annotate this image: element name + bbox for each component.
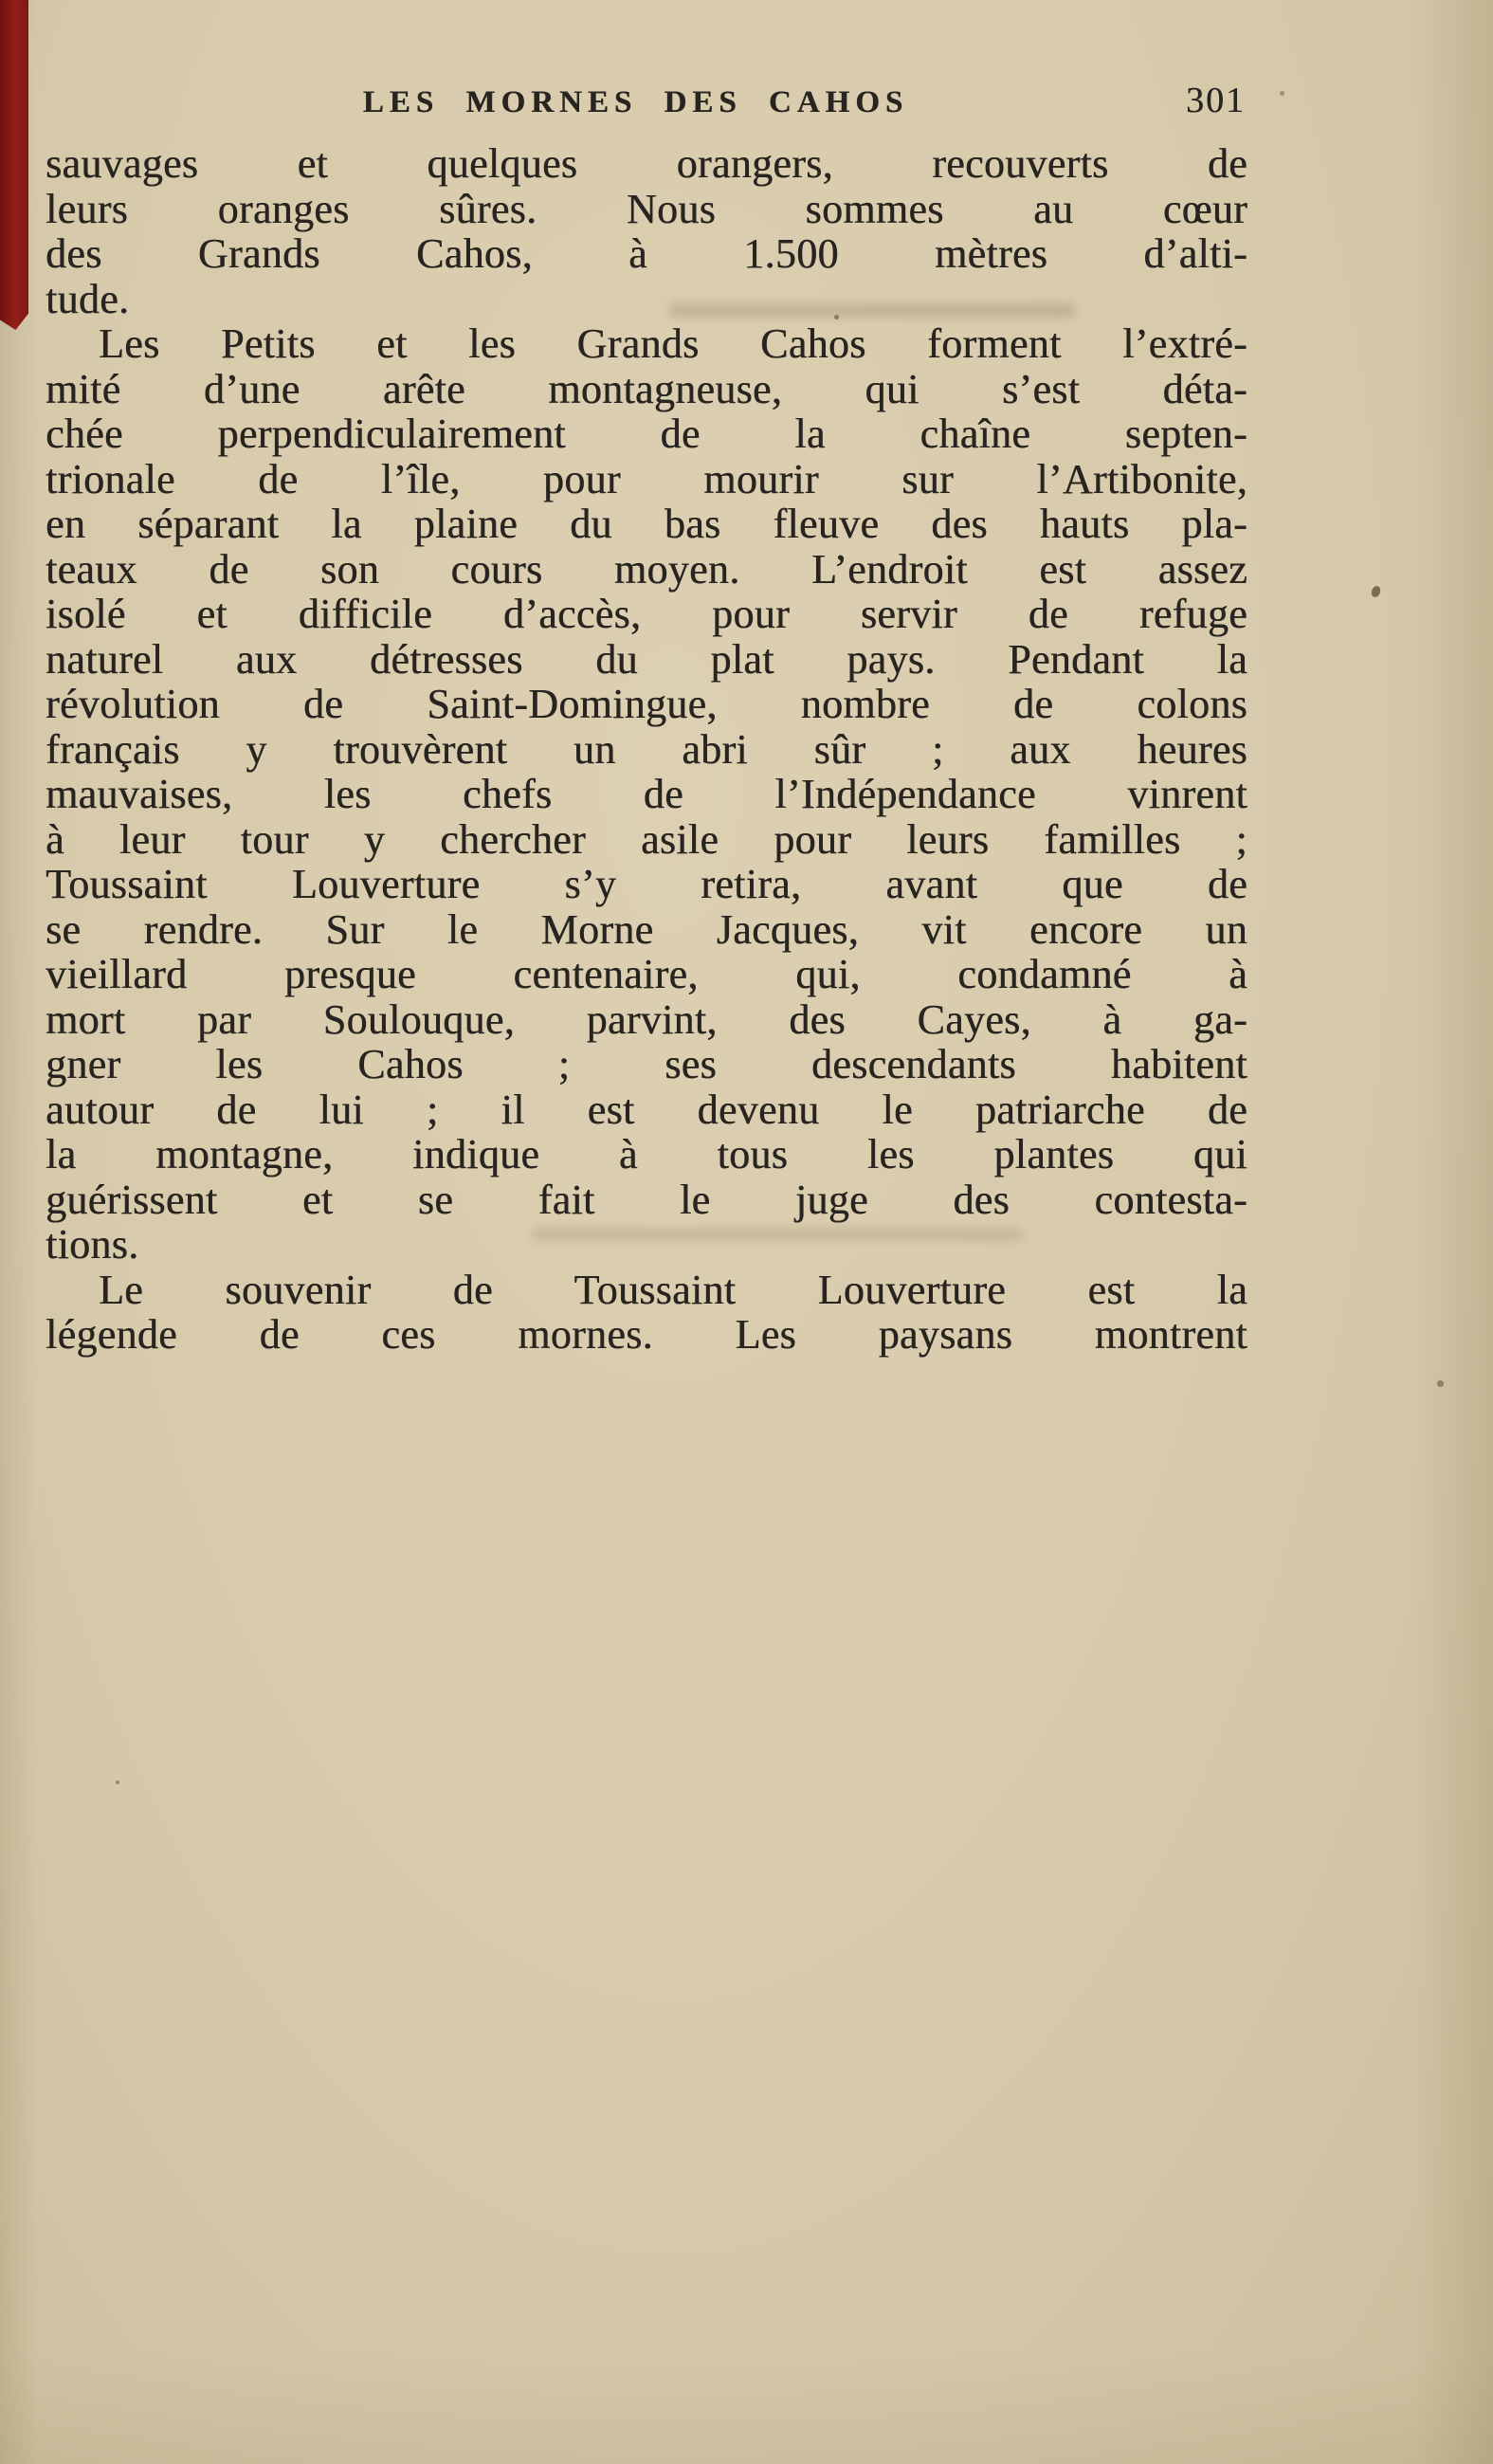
- paragraph: [46, 1268, 1247, 1358]
- text-line: Le souvenir de Toussaint Louverture est la: [99, 1266, 1247, 1313]
- text-line: mité d’une arête montagneuse, qui s’est déta-: [46, 365, 1247, 412]
- text-line: des Grands Cahos, à 1.500 mètres d’alti-: [46, 230, 1247, 277]
- page-number: 301: [1186, 81, 1246, 120]
- text-line: naturel aux détresses du plat pays. Pendant la: [46, 635, 1247, 683]
- text-line: tude.: [46, 275, 130, 322]
- paper-speck: [116, 1780, 119, 1784]
- text-line: mort par Soulouque, parvint, des Cayes, à ga-: [46, 995, 1247, 1043]
- paragraph: [46, 141, 1247, 321]
- text-line: Les Petits et les Grands Cahos forment l’extré-: [99, 320, 1247, 367]
- text-line: autour de lui ; il est devenu le patriarche de: [46, 1086, 1247, 1133]
- running-header-title: LES MORNES DES CAHOS: [362, 85, 909, 119]
- text-line: sauvages et quelques orangers, recouverts de: [46, 140, 1247, 187]
- text-line: à leur tour y chercher asile pour leurs familles ;: [46, 815, 1247, 863]
- text-line: révolution de Saint-Domingue, nombre de colons: [46, 681, 1247, 727]
- paper-speck: [1370, 585, 1382, 598]
- text-line: la montagne, indique à tous les plantes qui: [46, 1131, 1247, 1177]
- book-spine-red-strip: [0, 0, 28, 330]
- text-line: vieillard presque centenaire, qui, condamné à: [46, 951, 1247, 997]
- text-line: mauvaises, les chefs de l’Indépendance vinrent: [46, 771, 1247, 817]
- paper-speck: [1280, 91, 1284, 96]
- text-line: leurs oranges sûres. Nous sommes au cœur: [46, 185, 1247, 232]
- text-line: français y trouvèrent un abri sûr ; aux heures: [46, 725, 1247, 773]
- text-line: se rendre. Sur le Morne Jacques, vit encore un: [46, 905, 1247, 953]
- text-line: guérissent et se fait le juge des contesta-: [46, 1176, 1247, 1223]
- text-line: tions.: [46, 1221, 139, 1268]
- text-block: [46, 141, 1247, 1358]
- text-line: Toussaint Louverture s’y retira, avant que de: [46, 861, 1247, 907]
- text-line: trionale de l’île, pour mourir sur l’Artibonite,: [46, 455, 1247, 502]
- paragraph: [46, 321, 1247, 1268]
- text-line: en séparant la plaine du bas fleuve des hauts pla-: [46, 501, 1247, 547]
- text-line: isolé et difficile d’accès, pour servir de refuge: [46, 591, 1247, 637]
- text-line: teaux de son cours moyen. L’endroit est assez: [46, 545, 1247, 593]
- running-header: [46, 80, 1247, 123]
- text-line: légende de ces mornes. Les paysans montrent: [46, 1311, 1247, 1358]
- paper-speck: [1437, 1380, 1444, 1387]
- text-line: chée perpendiculairement de la chaîne septen-: [46, 411, 1247, 457]
- text-line: gner les Cahos ; ses descendants habitent: [46, 1041, 1247, 1087]
